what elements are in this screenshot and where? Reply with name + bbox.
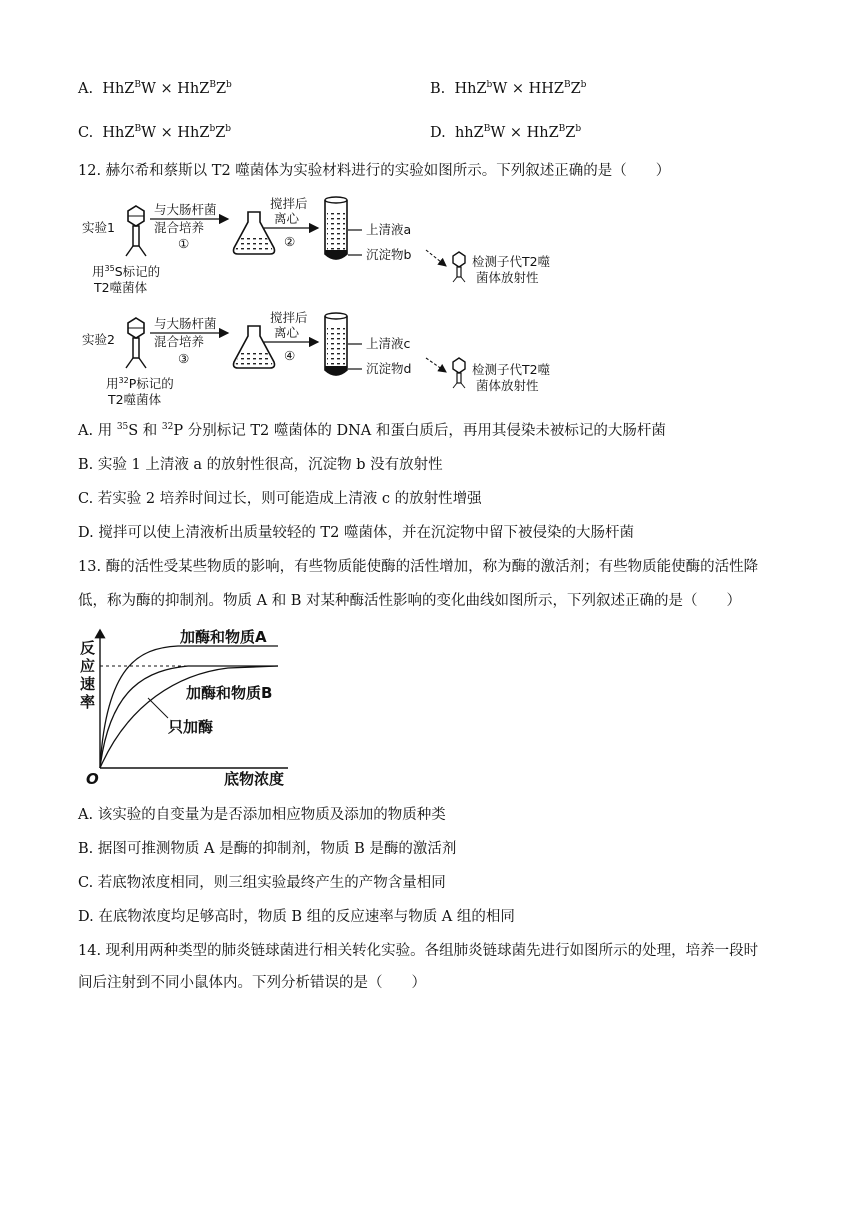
exp1-supernatant-label: 上清液a: [366, 222, 412, 237]
q11-option-c: C. $HhZ^BW \times HhZ^bZ^b$: [78, 124, 232, 141]
q13-option-b: B. 据图可推测物质 A 是酶的抑制剂，物质 B 是酶的激活剂: [78, 841, 457, 857]
y-axis-char: 率: [80, 693, 96, 711]
exp2-step1-top: 与大肠杆菌: [154, 316, 217, 331]
exp2-detect-2: 菌体放射性: [476, 378, 539, 393]
exp2-sediment-label: 沉淀物d: [366, 361, 412, 376]
exp1-step2-bottom: 离心: [274, 211, 300, 226]
exp1-step1-bottom: 混合培养: [154, 220, 205, 235]
exp2-centrifuge-tube-icon: [325, 313, 347, 375]
q13-enzyme-rate-chart: [78, 626, 308, 792]
series-label-enzyme-only: 只加酶: [168, 718, 214, 736]
origin-label: O: [86, 770, 99, 788]
q14-stem-line-1: 14. 现利用两种类型的肺炎链球菌进行相关转化实验。各组肺炎链球菌先进行如图所示的处理，培养一段时: [78, 943, 759, 959]
q12-option-b: B. 实验 1 上清液 a 的放射性很高，沉淀物 b 没有放射性: [78, 457, 443, 473]
exp1-sediment-label: 沉淀物b: [366, 247, 412, 262]
q12-option-c: C. 若实验 2 培养时间过长，则可能造成上清液 c 的放射性增强: [78, 491, 482, 507]
q13-option-d: D. 在底物浓度均足够高时，物质 B 组的反应速率与物质 A 组的相同: [78, 909, 515, 925]
y-axis-label: [80, 639, 95, 711]
q11-option-d: D. $hhZ^BW \times HhZ^BZ^b$: [430, 124, 582, 141]
q11-option-a: A. $HhZ^BW \times HhZ^BZ^b$: [78, 80, 232, 97]
exp1-step2-num: ②: [284, 234, 296, 249]
q13-stem-line-1: 13. 酶的活性受某些物质的影响，有些物质能使酶的活性增加，称为酶的激活剂；有些物质能使酶的活性降: [78, 559, 759, 575]
exp1-detect-1: 检测子代T2噬: [472, 254, 551, 269]
exp1-step1-num: ①: [178, 236, 190, 251]
q12-option-d: D. 搅拌可以使上清液析出质量较轻的 T2 噬菌体，并在沉淀物中留下被侵染的大肠杆菌: [78, 525, 634, 541]
q12-phage-experiment-figure: [78, 192, 568, 414]
exp2-step1-bottom: 混合培养: [154, 334, 205, 349]
exp1-progeny-phage-icon: [453, 252, 465, 282]
series-label-enzyme-plus-a: 加酶和物质A: [180, 628, 267, 646]
q13-option-c: C. 若底物浓度相同，则三组实验最终产生的产物含量相同: [78, 875, 446, 891]
exp2-phage-label: 用$^{32}$P标记的: [106, 376, 174, 391]
exp1-phage-icon: [126, 206, 146, 256]
q12-option-a: A. 用 $^{35}$S 和 $^{32}$P 分别标记 T2 噬菌体的 DNA 和蛋白质后，再用其侵染未被标记的大肠杆菌: [78, 422, 666, 439]
q12-stem: 12. 赫尔希和蔡斯以 T2 噬菌体为实验材料进行的实验如图所示。下列叙述正确的是（ ）: [78, 163, 671, 179]
exp1-flask-icon: [234, 212, 275, 254]
exp1-detect-2: 菌体放射性: [476, 270, 539, 285]
exp2-step2-num: ④: [284, 348, 296, 363]
exp2-label: 实验2: [82, 332, 115, 347]
series-curve-enzyme-plus-b: [100, 666, 278, 768]
exp2-step2-top: 搅拌后: [270, 310, 308, 325]
exp2-progeny-phage-icon: [453, 358, 465, 388]
x-axis-label: 底物浓度: [224, 770, 285, 788]
q13-option-a: A. 该实验的自变量为是否添加相应物质及添加的物质种类: [78, 807, 446, 823]
exp1-step2-top: 搅拌后: [270, 196, 308, 211]
exp2-step1-num: ③: [178, 351, 190, 366]
exp2-flask-icon: [234, 326, 275, 368]
exp2-phage-icon: [126, 318, 146, 368]
q14-stem-line-2: 间后注射到不同小鼠体内。下列分析错误的是（ ）: [78, 975, 426, 991]
q13-stem-line-2: 低，称为酶的抑制剂。物质 A 和 B 对某种酶活性影响的变化曲线如图所示，下列叙述正确的是（ ）: [78, 593, 742, 609]
q11-option-b: B. $HhZ^bW \times HHZ^BZ^b$: [430, 80, 587, 97]
series-curve-enzyme-plus-a: [100, 646, 278, 768]
exp1-centrifuge-tube-icon: [325, 197, 347, 259]
exp2-phage-label-2: T2噬菌体: [108, 392, 162, 407]
y-axis-char: 反: [80, 639, 96, 657]
series-label-enzyme-plus-b: 加酶和物质B: [186, 684, 273, 702]
exp1-phage-label: 用$^{35}$S标记的: [92, 264, 161, 279]
exp1-step1-top: 与大肠杆菌: [154, 202, 217, 217]
y-axis-char: 速: [80, 675, 96, 693]
exp1-label: 实验1: [82, 220, 115, 235]
exp1-phage-label-2: T2噬菌体: [94, 280, 148, 295]
y-axis-char: 应: [80, 657, 96, 675]
exp2-step2-bottom: 离心: [274, 325, 300, 340]
exp2-supernatant-label: 上清液c: [366, 336, 411, 351]
series-curve-enzyme-only: [100, 666, 278, 768]
exp2-detect-1: 检测子代T2噬: [472, 362, 551, 377]
